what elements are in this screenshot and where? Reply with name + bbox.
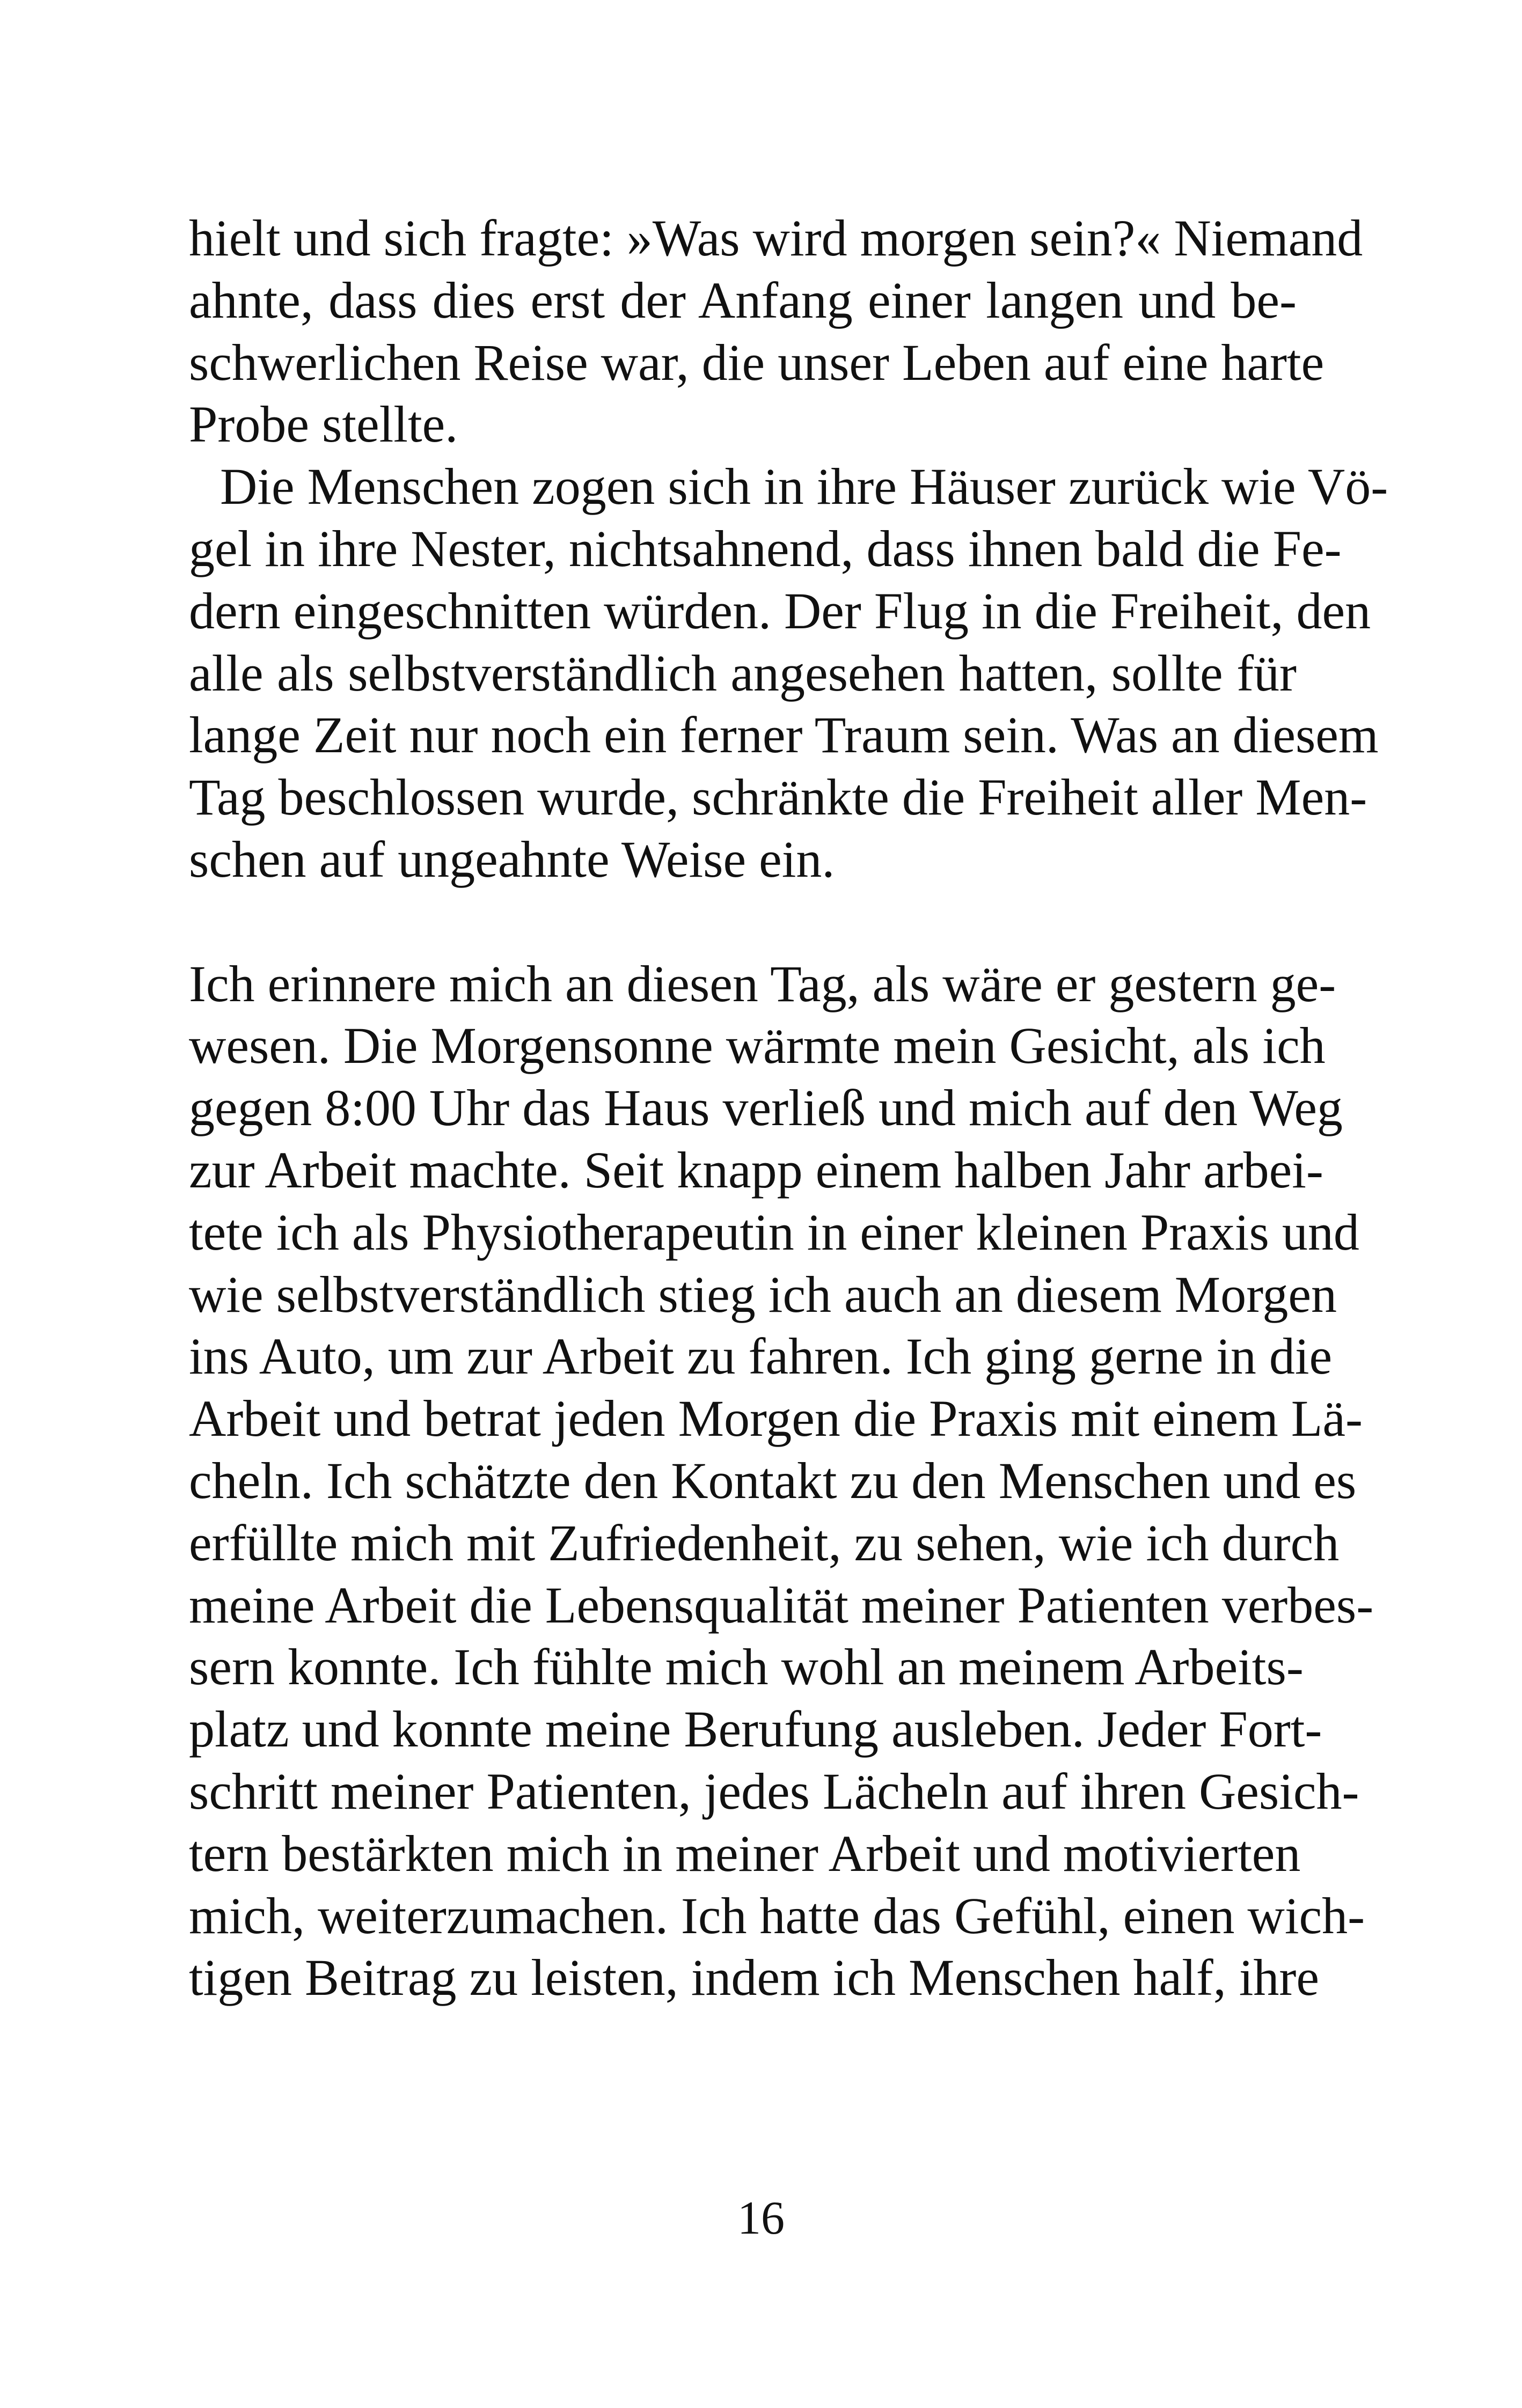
text-line: tern bestärkten mich in meiner Arbeit und motivierten <box>189 1824 1301 1882</box>
text-line: meine Arbeit die Lebensqualität meiner Patienten verbes- <box>189 1576 1374 1634</box>
body-text <box>189 207 1388 2009</box>
text-line: sern konnte. Ich fühlte mich wohl an meinem Arbeits- <box>189 1638 1304 1696</box>
text-line: Arbeit und betrat jeden Morgen die Praxis mit einem Lä- <box>189 1390 1363 1448</box>
text-line: schen auf ungeahnte Weise ein. <box>189 830 835 888</box>
text-line: erfüllte mich mit Zufriedenheit, zu sehen, wie ich durch <box>189 1514 1340 1572</box>
text-line: tete ich als Physiotherapeutin in einer kleinen Praxis und <box>189 1203 1359 1261</box>
text-line: Probe stellte. <box>189 395 458 453</box>
text-line: wesen. Die Morgensonne wärmte mein Gesicht, als ich <box>189 1017 1326 1075</box>
text-line: ahnte, dass dies erst der Anfang einer langen und be- <box>189 271 1297 329</box>
page-number: 16 <box>737 2192 785 2244</box>
text-line: hielt und sich fragte: »Was wird morgen sein?« Niemand <box>189 209 1363 267</box>
text-line: dern eingeschnitten würden. Der Flug in die Freiheit, den <box>189 582 1371 640</box>
text-line: lange Zeit nur noch ein ferner Traum sein. Was an diesem <box>189 706 1379 764</box>
text-line: platz und konnte meine Berufung ausleben. Jeder Fort- <box>189 1700 1322 1758</box>
text-line: cheln. Ich schätzte den Kontakt zu den Menschen und es <box>189 1451 1357 1509</box>
text-line: gegen 8:00 Uhr das Haus verließ und mich auf den Weg <box>189 1079 1343 1137</box>
text-line: wie selbstverständlich stieg ich auch an diesem Morgen <box>189 1265 1337 1323</box>
text-line: schwerlichen Reise war, die unser Leben auf eine harte <box>189 333 1325 391</box>
text-line: alle als selbstverständlich angesehen hatten, sollte für <box>189 644 1297 702</box>
text-line: Ich erinnere mich an diesen Tag, als wäre er gestern ge- <box>189 955 1336 1012</box>
text-line: tigen Beitrag zu leisten, indem ich Menschen half, ihre <box>189 1949 1319 2007</box>
text-line: Die Menschen zogen sich in ihre Häuser zurück wie Vö- <box>220 458 1388 516</box>
text-line: mich, weiterzumachen. Ich hatte das Gefühl, einen wich- <box>189 1886 1365 1944</box>
text-line: Tag beschlossen wurde, schränkte die Freiheit aller Men- <box>189 768 1367 826</box>
section-break <box>189 891 1297 953</box>
text-line: zur Arbeit machte. Seit knapp einem halben Jahr arbei- <box>189 1141 1323 1199</box>
text-line: ins Auto, um zur Arbeit zu fahren. Ich ging gerne in die <box>189 1327 1333 1385</box>
text-line: schritt meiner Patienten, jedes Lächeln auf ihren Gesich- <box>189 1762 1359 1820</box>
text-line: gel in ihre Nester, nichtsahnend, dass ihnen bald die Fe- <box>189 519 1342 577</box>
